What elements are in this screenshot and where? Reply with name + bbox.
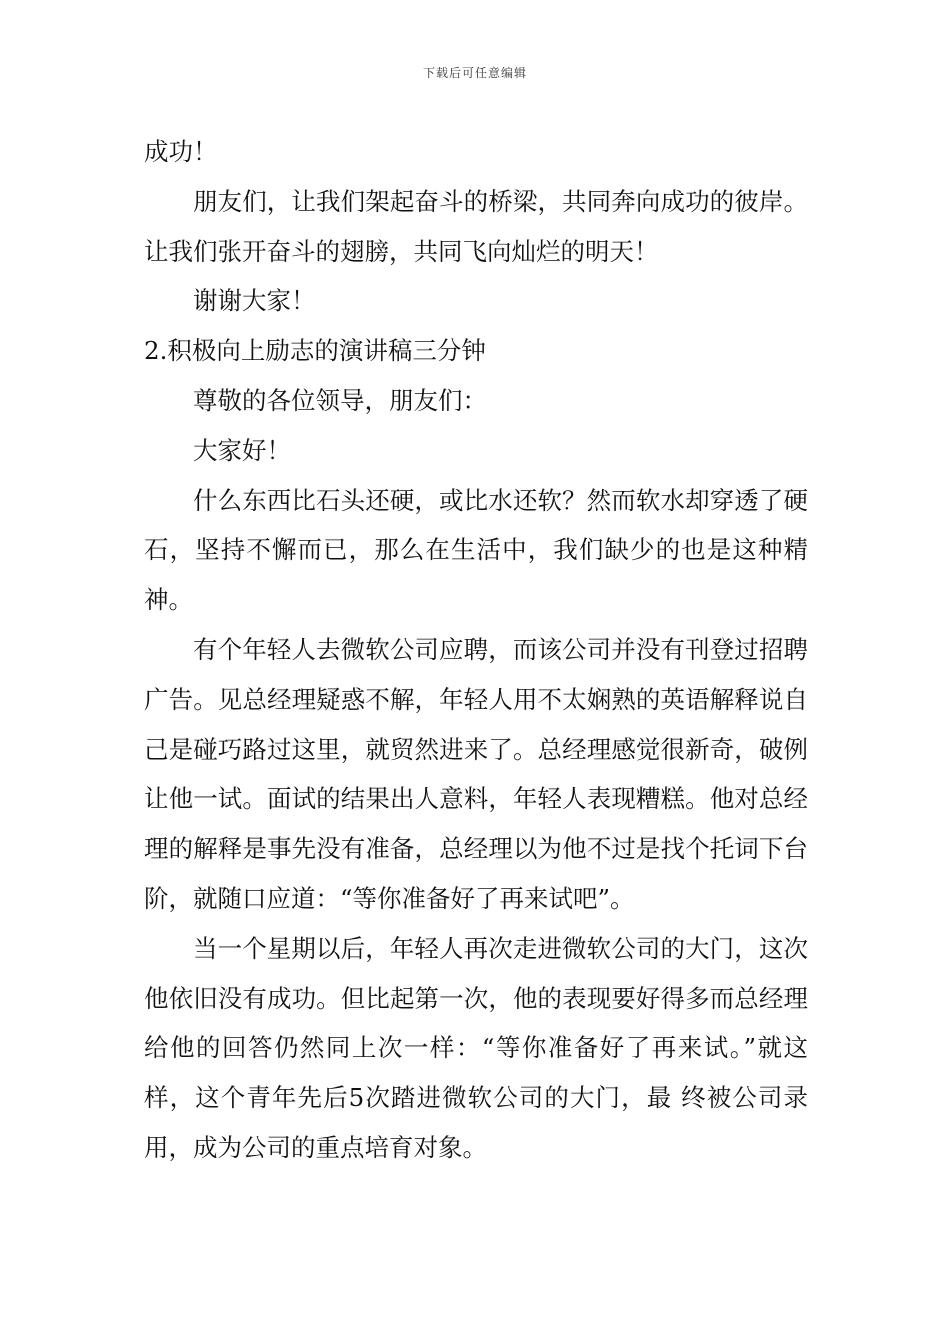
paragraph-5: 尊敬的各位领导，朋友们： xyxy=(193,385,487,415)
paragraph-9: 当一个星期以后，年轻人再次走进微软公司的大门，这次他依旧没有成功。但比起第一次，他的表现要好得多而总经理给他的回答仍然同上次一样：“等你准备好了再来试。”就这样，这个青年先后5次踏进微软公司的大门，最 终被公司录用，成为公司的重点培育对象。 xyxy=(144,933,808,1162)
paragraph-6: 大家好！ xyxy=(193,435,291,465)
paragraph-3: 谢谢大家！ xyxy=(193,286,316,316)
page-header: 下载后可任意编辑 xyxy=(422,66,527,80)
paragraph-7: 什么东西比石头还硬，或比水还软？然而软水却穿透了硬石，坚持不懈而已，那么在生活中，我们缺少的也是这种精神。 xyxy=(144,485,808,615)
document-body xyxy=(144,127,808,1173)
paragraph-1: 成功！ xyxy=(144,137,218,166)
paragraph-2: 朋友们，让我们架起奋斗的桥梁，共同奔向成功的彼岸。让我们张开奋斗的翅膀，共同飞向灿烂的明天！ xyxy=(144,186,808,266)
section-heading: 2.积极向上励志的演讲稿三分钟 xyxy=(144,336,486,366)
paragraph-8: 有个年轻人去微软公司应聘，而该公司并没有刊登过招聘广告。见总经理疑惑不解，年轻人用不太娴熟的英语解释说自己是碰巧路过这里，就贸然进来了。总经理感觉很新奇，破例让他一试。面试的结果出人意料，年轻人表现糟糕。他对总经理的解释是事先没有准备，总经理以为他不过是找个托词下台阶，就随口应道：“等你准备好了再来试吧”。 xyxy=(144,634,808,913)
